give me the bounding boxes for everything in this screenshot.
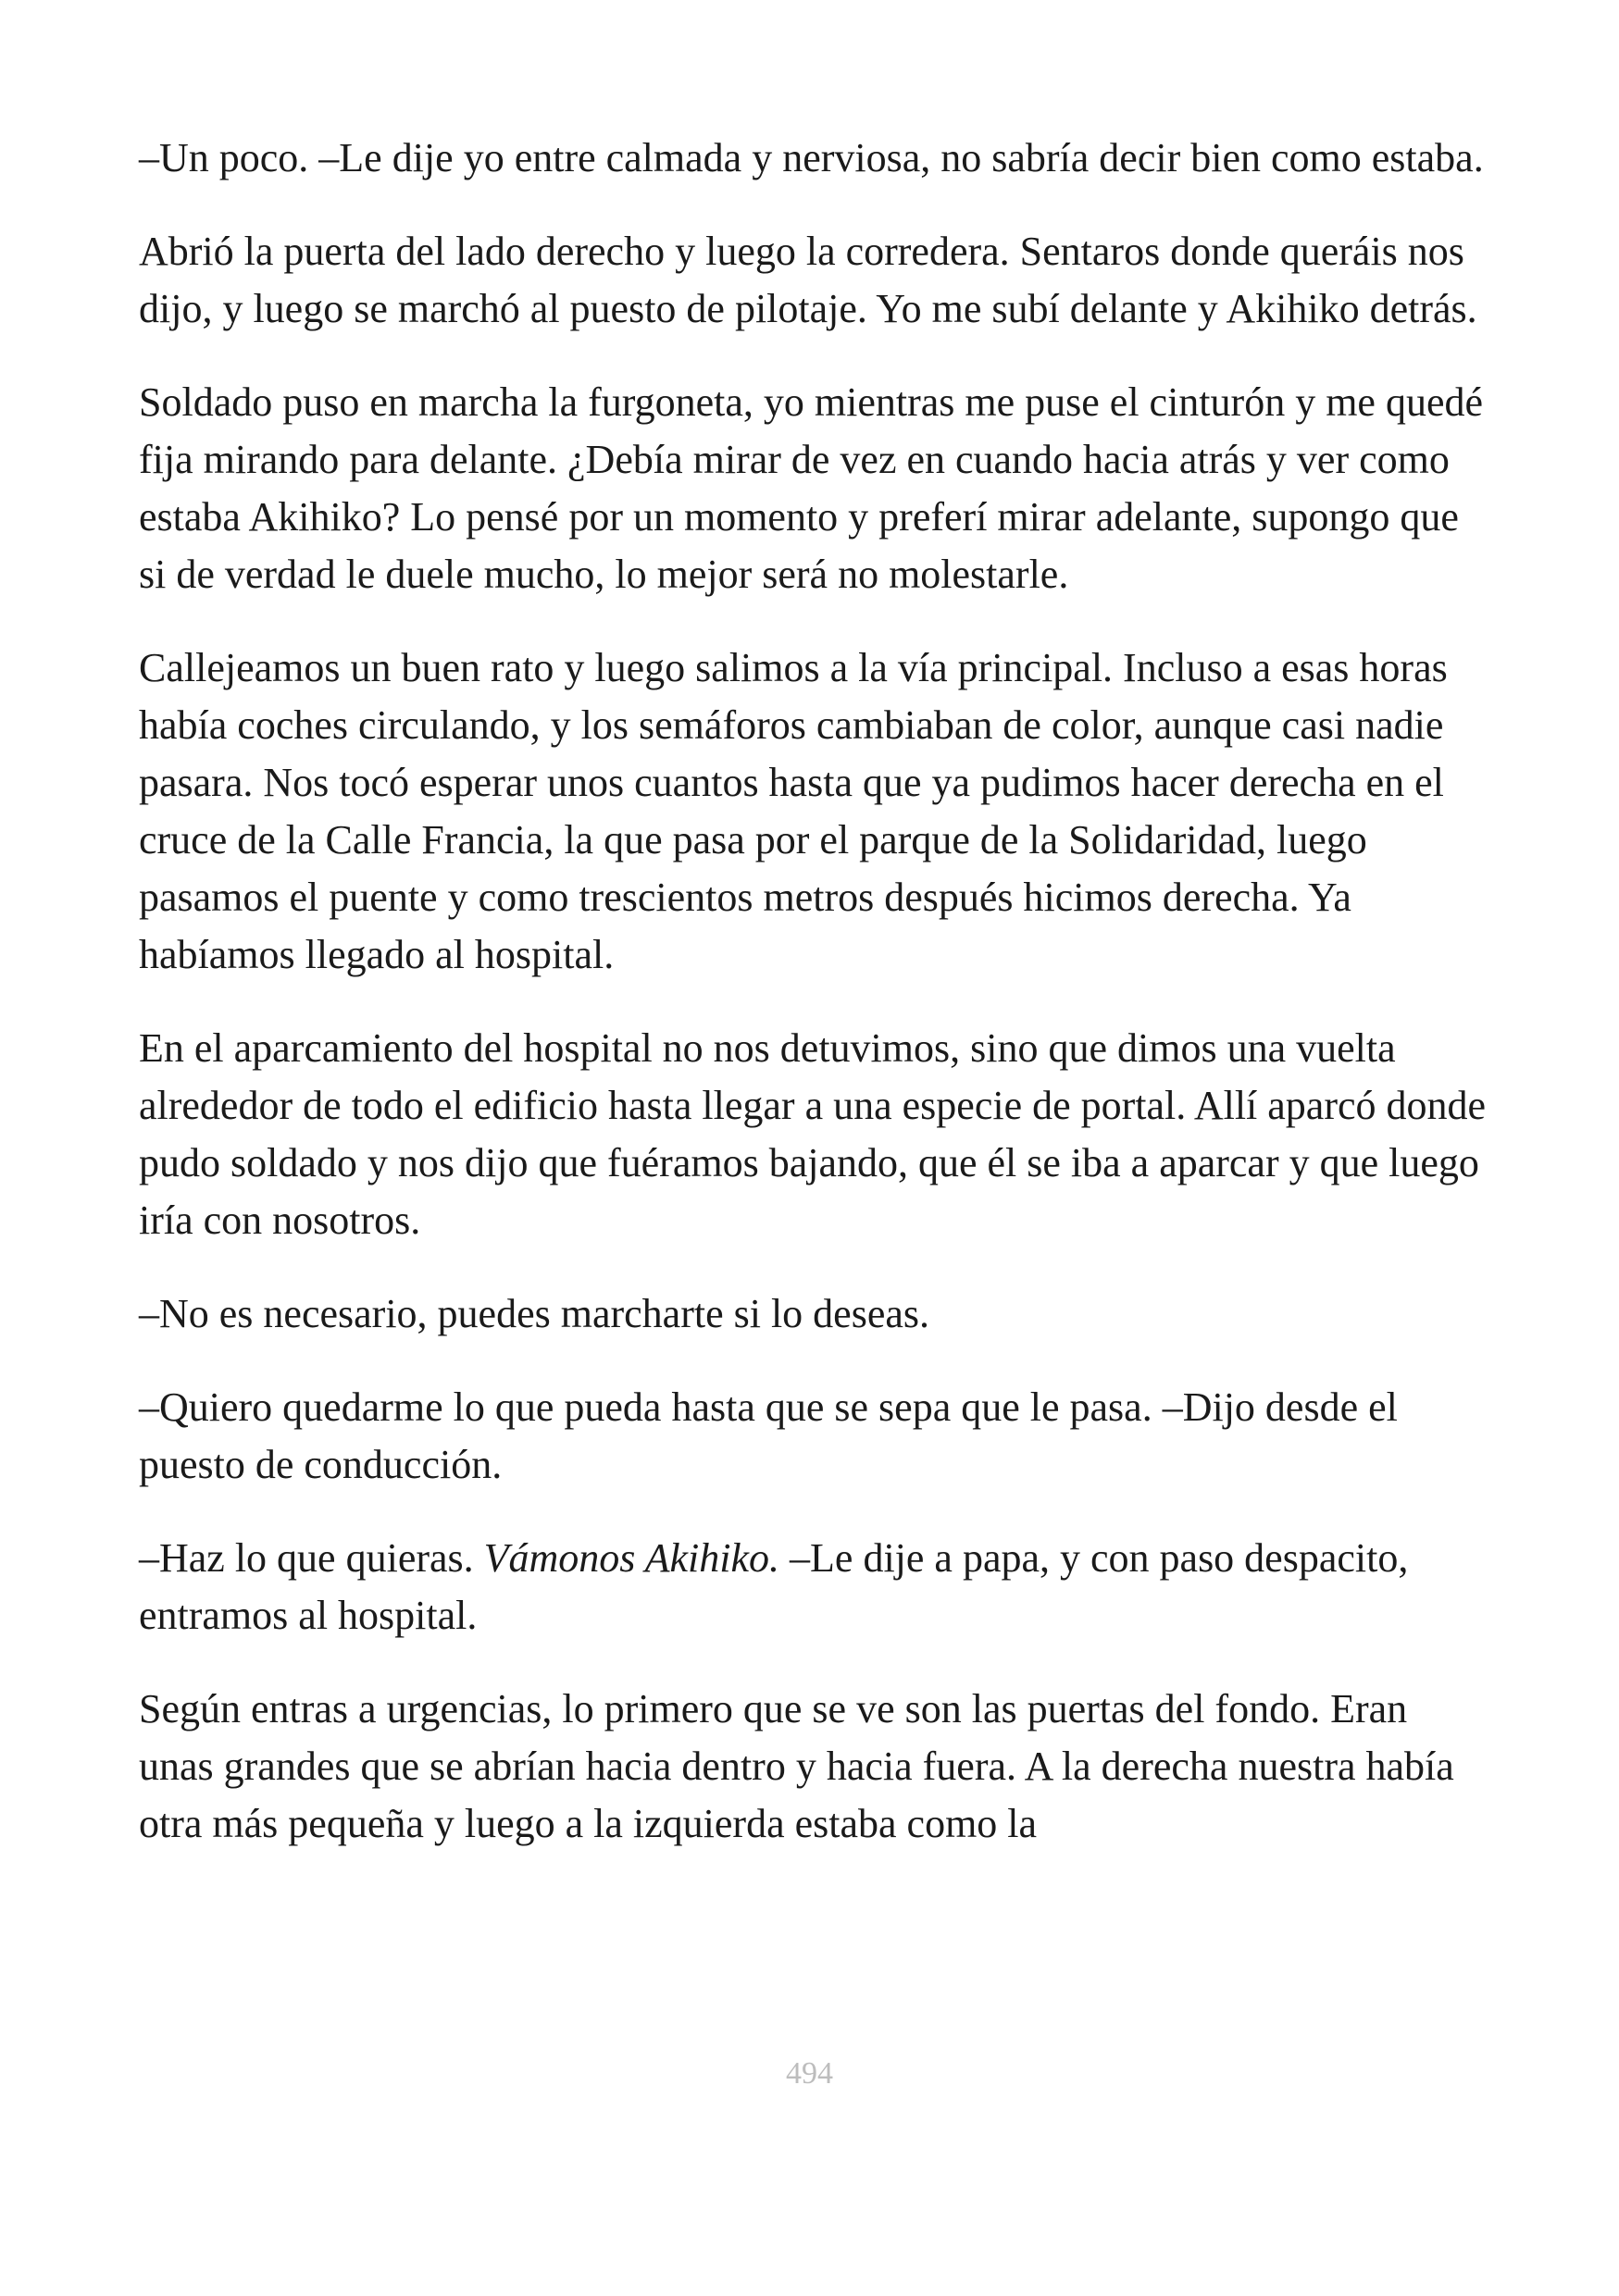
paragraph: Soldado puso en marcha la furgoneta, yo mientras me puse el cinturón y me quedé fija mirando para delante. ¿Debía mirar de vez en cuando hacia atrás y ver como estaba Akihiko? Lo pensé por un momento y preferí mirar adelante, supongo que si de verdad le duele mucho, lo mejor será no molestarle. (139, 379, 1483, 597)
paragraph-mixed (139, 1530, 1490, 1644)
page-number: 494 (786, 2056, 833, 2091)
text-run: –Haz lo que quieras. (139, 1535, 484, 1581)
paragraph: –Un poco. –Le dije yo entre calmada y nerviosa, no sabría decir bien como estaba. (139, 135, 1484, 180)
paragraph: Callejeamos un buen rato y luego salimos a la vía principal. Incluso a esas horas había coches circulando, y los semáforos cambiaban de color, aunque casi nadie pasara. Nos tocó esperar unos cuantos hasta que ya pudimos hacer derecha en el cruce de la Calle Francia, la que pasa por el parque de la Solidaridad, luego pasamos el puente y como trescientos metros después hicimos derecha. Ya habíamos llegado al hospital. (139, 645, 1448, 977)
text-run: –Le dije a papa, y con paso despacito, entramos al hospital. (139, 1535, 1409, 1638)
italic-run: Vámonos Akihiko. (483, 1535, 780, 1581)
paragraph: En el aparcamiento del hospital no nos detuvimos, sino que dimos una vuelta alrededor de todo el edificio hasta llegar a una especie de portal. Allí aparcó donde pudo soldado y nos dijo que fuéramos bajando, que él se iba a aparcar y que luego iría con nosotros. (139, 1025, 1487, 1243)
paragraph: –No es necesario, puedes marcharte si lo deseas. (139, 1291, 930, 1336)
paragraph: Abrió la puerta del lado derecho y luego la corredera. Sentaros donde queráis nos dijo, y luego se marchó al puesto de pilotaje. Yo me subí delante y Akihiko detrás. (139, 229, 1477, 331)
paragraph: Según entras a urgencias, lo primero que se ve son las puertas del fondo. Eran unas grandes que se abrían hacia dentro y hacia fuera. A la derecha nuestra había otra más pequeña y luego a la izquierda estaba como la (139, 1686, 1454, 1846)
page-body (139, 130, 1490, 1889)
paragraph: –Quiero quedarme lo que pueda hasta que se sepa que le pasa. –Dijo desde el puesto de conducción. (139, 1384, 1398, 1487)
